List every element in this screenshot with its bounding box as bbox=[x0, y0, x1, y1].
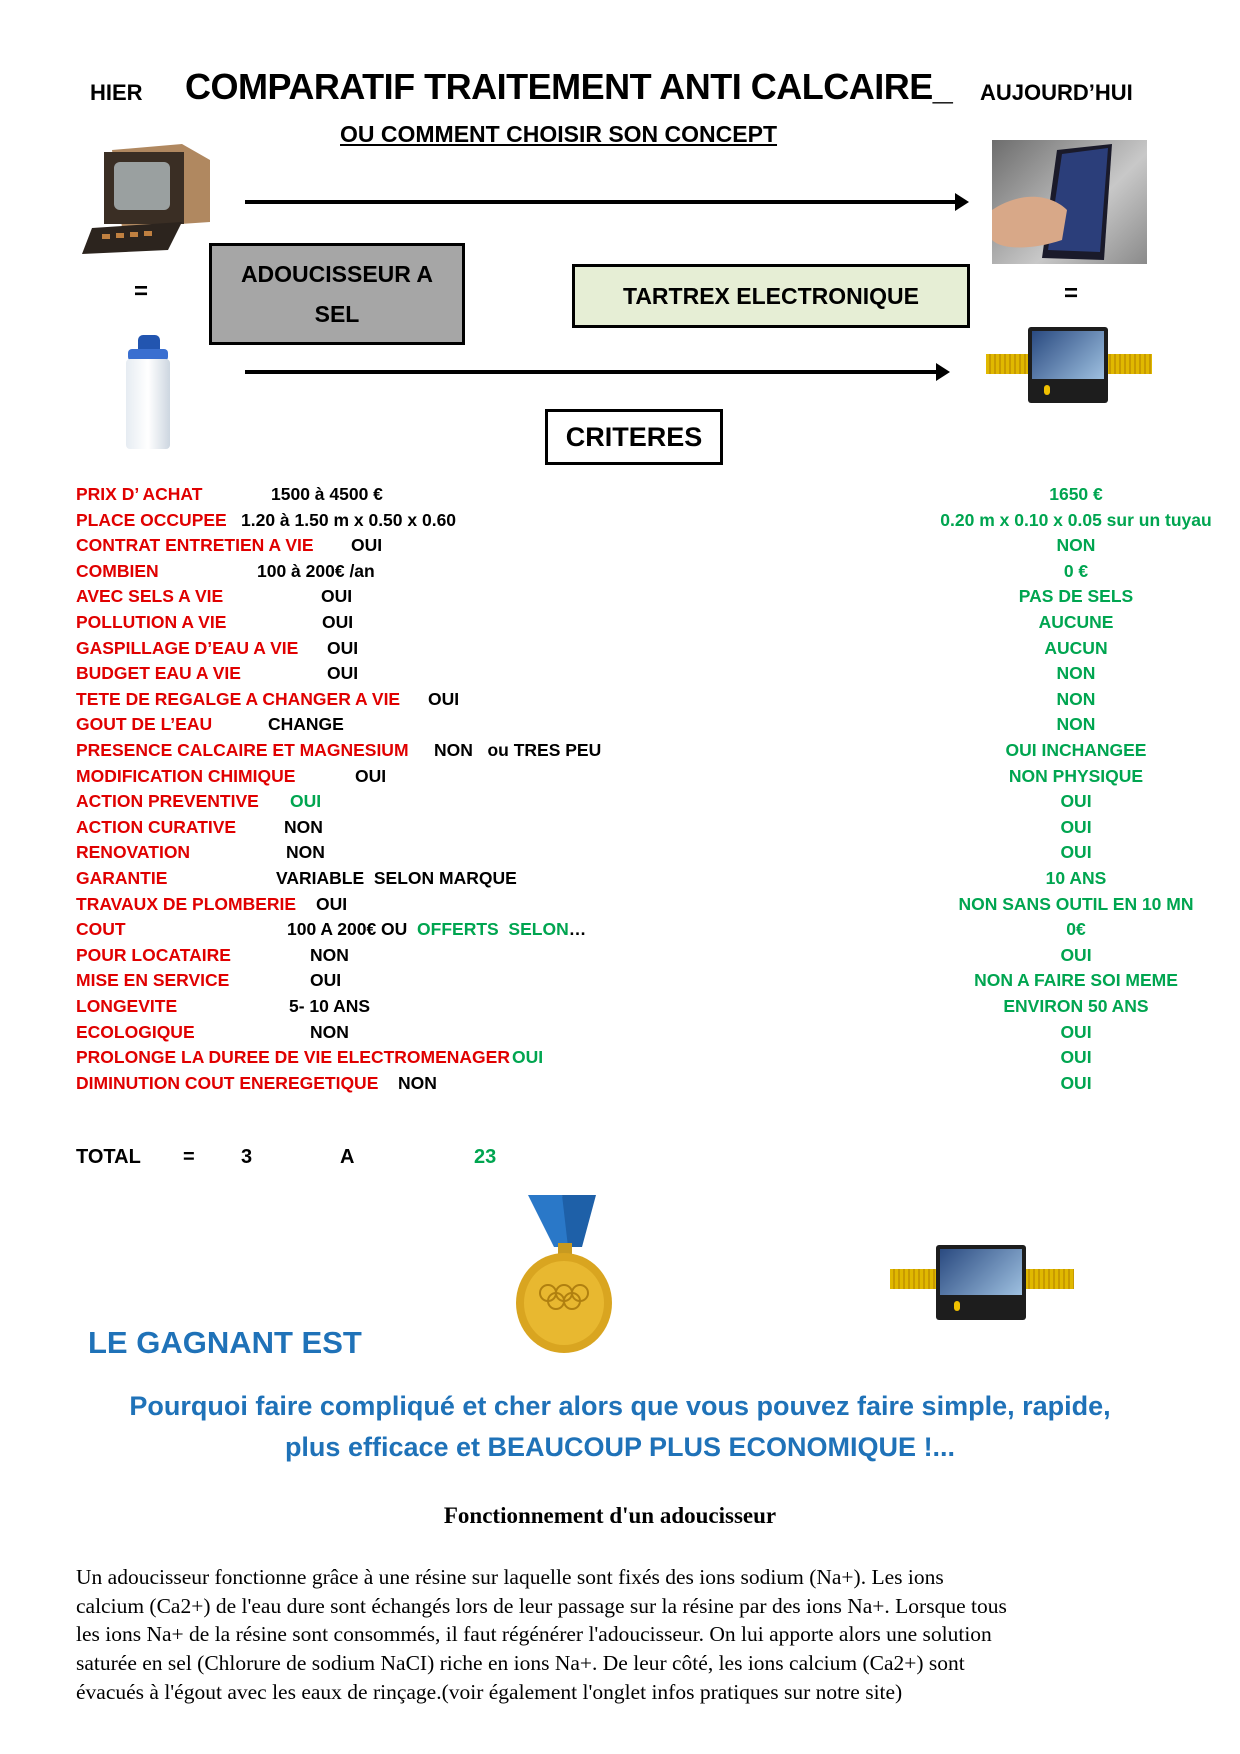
explanation-line: saturée en sel (Chlorure de sodium NaCI) riche en ions Na+. De leur côté, les ions calcium (Ca2+) sont bbox=[76, 1651, 965, 1676]
softener-value bbox=[289, 996, 370, 1017]
criteria-label: BUDGET EAU A VIE bbox=[76, 663, 241, 684]
softener-value-part: VARIABLE SELON MARQUE bbox=[276, 868, 517, 888]
criteria-label: MODIFICATION CHIMIQUE bbox=[76, 765, 296, 786]
equals-left: = bbox=[134, 278, 149, 305]
equals-right: = bbox=[1064, 280, 1079, 307]
tartrex-value: OUI bbox=[1060, 1021, 1092, 1042]
winner-label: LE GAGNANT EST bbox=[88, 1325, 362, 1360]
tartrex-value: 0€ bbox=[1066, 919, 1086, 940]
softener-value bbox=[322, 612, 353, 633]
softener-value bbox=[284, 817, 323, 838]
total-separator: A bbox=[340, 1146, 355, 1168]
criteria-label: COMBIEN bbox=[76, 560, 159, 581]
softener-value-part: OUI bbox=[290, 791, 322, 812]
slogan-line-1: Pourquoi faire compliqué et cher alors que vous pouvez faire simple, rapide, bbox=[129, 1391, 1111, 1421]
softener-value-part: … bbox=[568, 919, 587, 940]
softener-value-part: NON bbox=[284, 816, 323, 837]
softener-label-line1: ADOUCISSEUR A bbox=[240, 261, 434, 287]
softener-value-part: NON ou TRES PEU bbox=[434, 740, 602, 760]
softener-value-part: NON bbox=[398, 1072, 437, 1093]
total-left-score: 3 bbox=[241, 1146, 253, 1168]
yesterday-label: HIER bbox=[90, 80, 143, 105]
tartrex-value: OUI bbox=[1060, 816, 1092, 837]
tartrex-device-image bbox=[986, 327, 1152, 403]
criteria-heading-box bbox=[545, 409, 723, 465]
page-title: COMPARATIF TRAITEMENT ANTI CALCAIRE_ bbox=[185, 66, 953, 107]
tartrex-value: OUI bbox=[1060, 1047, 1092, 1068]
softener-value-part: NON bbox=[310, 944, 349, 965]
tartrex-value: NON SANS OUTIL EN 10 MN bbox=[958, 893, 1194, 914]
tartrex-value: 0.20 m x 0.10 x 0.05 sur un tuyau bbox=[940, 509, 1212, 530]
tartrex-value: AUCUNE bbox=[1038, 612, 1114, 632]
criteria-label: MISE EN SERVICE bbox=[76, 970, 230, 991]
explanation-paragraph bbox=[76, 1563, 1007, 1707]
criteria-label: POUR LOCATAIRE bbox=[76, 944, 231, 965]
arrow-old-to-new-top bbox=[245, 200, 957, 204]
tartrex-value: OUI bbox=[1060, 944, 1092, 965]
criteria-label: POLLUTION A VIE bbox=[76, 612, 227, 632]
softener-value bbox=[428, 689, 459, 710]
softener-value-part: NON bbox=[286, 842, 325, 863]
softener-value bbox=[286, 842, 325, 863]
softener-value bbox=[434, 740, 601, 761]
softener-value bbox=[310, 945, 349, 966]
explanation-line: calcium (Ca2+) de l'eau dure sont échangés lors de leur passage sur la résine par des ions Na+. Lorsque tous bbox=[76, 1593, 1007, 1618]
criteria-label: ACTION CURATIVE bbox=[76, 816, 237, 837]
criteria-label: AVEC SELS A VIE bbox=[76, 586, 224, 607]
criteria-label: TRAVAUX DE PLOMBERIE bbox=[76, 893, 297, 914]
criteria-label: DIMINUTION COUT ENEREGETIQUE bbox=[76, 1072, 379, 1093]
softener-value-part: 100 à 200€ /an bbox=[257, 560, 375, 581]
total-equals: = bbox=[183, 1146, 195, 1168]
softener-value bbox=[351, 535, 382, 556]
criteria-label: GASPILLAGE D’EAU A VIE bbox=[76, 637, 299, 658]
softener-value-part: 100 A 200€ OU bbox=[287, 919, 418, 940]
criteria-heading: CRITERES bbox=[565, 422, 703, 452]
softener-value bbox=[271, 484, 383, 505]
water-softener-image bbox=[124, 335, 172, 450]
softener-value-part: OUI bbox=[327, 663, 359, 684]
softener-value bbox=[268, 714, 344, 735]
softener-value-part: OUI bbox=[512, 1047, 544, 1068]
explanation-line: les ions Na+ de la résine sont consommés, il faut régénérer l'adoucisseur. On lui apporte alors une solution bbox=[76, 1622, 992, 1647]
arrow-old-to-new-bottom bbox=[245, 370, 938, 374]
softener-value-part: NON bbox=[310, 1021, 349, 1042]
gold-medal-image bbox=[512, 1195, 616, 1353]
tartrex-value: ENVIRON 50 ANS bbox=[1003, 996, 1149, 1016]
tartrex-value: OUI bbox=[1060, 842, 1092, 863]
tartrex-value: NON bbox=[1056, 535, 1096, 556]
tartrex-value: OUI bbox=[1060, 1072, 1092, 1093]
softener-value-part: OUI bbox=[316, 893, 348, 914]
softener-value-part: OUI bbox=[322, 612, 354, 632]
softener-value-part: OUI bbox=[321, 586, 353, 607]
tartrex-value: 10 ANS bbox=[1045, 868, 1107, 888]
tartrex-value: NON bbox=[1056, 714, 1096, 735]
tartrex-value: PAS DE SELS bbox=[1018, 586, 1134, 607]
criteria-label: COUT bbox=[76, 919, 126, 940]
softener-value bbox=[310, 970, 341, 991]
softener-value bbox=[290, 791, 321, 812]
tartrex-value: NON bbox=[1056, 688, 1096, 709]
softener-box bbox=[209, 243, 465, 345]
softener-value-part: 1.20 à 1.50 m x 0.50 x 0.60 bbox=[241, 509, 457, 530]
explanation-heading: Fonctionnement d'un adoucisseur bbox=[443, 1503, 777, 1528]
softener-value-part: OUI bbox=[351, 535, 383, 556]
tartrex-value: NON A FAIRE SOI MEME bbox=[974, 970, 1178, 991]
tartrex-label: TARTREX ELECTRONIQUE bbox=[622, 283, 920, 309]
criteria-label: GARANTIE bbox=[76, 868, 168, 888]
tartrex-box bbox=[572, 264, 970, 328]
explanation-line: Un adoucisseur fonctionne grâce à une résine sur laquelle sont fixés des ions sodium (Na+). Les ions bbox=[76, 1565, 944, 1589]
total-label: TOTAL bbox=[76, 1146, 141, 1168]
softener-value-part: 1500 à 4500 € bbox=[271, 484, 383, 504]
softener-value bbox=[327, 663, 358, 684]
tartrex-value: NON PHYSIQUE bbox=[1008, 765, 1144, 786]
softener-value-part: OUI bbox=[355, 765, 387, 786]
criteria-label: RENOVATION bbox=[76, 842, 191, 863]
criteria-label: CONTRAT ENTRETIEN A VIE bbox=[76, 535, 314, 556]
criteria-label: PROLONGE LA DUREE DE VIE ELECTROMENAGER bbox=[76, 1047, 510, 1068]
softener-value bbox=[321, 586, 352, 607]
softener-value bbox=[398, 1073, 437, 1094]
tartrex-value: AUCUN bbox=[1044, 637, 1108, 658]
criteria-label: TETE DE REGALGE A CHANGER A VIE bbox=[76, 688, 401, 709]
tartrex-value: 0 € bbox=[1063, 560, 1089, 581]
softener-value-part: OUI bbox=[310, 970, 342, 991]
softener-value bbox=[257, 561, 375, 582]
softener-value bbox=[355, 766, 386, 787]
tartrex-value: OUI bbox=[1060, 791, 1092, 812]
softener-value-part: OUI bbox=[428, 688, 460, 709]
criteria-label: PRIX D’ ACHAT bbox=[76, 484, 203, 504]
explanation-line: évacués à l'égout avec les eaux de rinçage.(voir également l'onglet infos pratiques sur notre site) bbox=[76, 1679, 903, 1704]
old-computer-image bbox=[82, 142, 214, 257]
softener-value-part: CHANGE bbox=[268, 714, 344, 735]
tartrex-value: NON bbox=[1056, 663, 1096, 684]
criteria-label: ECOLOGIQUE bbox=[76, 1021, 195, 1042]
softener-value bbox=[276, 868, 517, 889]
tartrex-device-winner-image bbox=[890, 1245, 1074, 1320]
slogan-line-2: plus efficace et BEAUCOUP PLUS ECONOMIQUE !... bbox=[284, 1432, 956, 1462]
softener-value bbox=[287, 919, 586, 940]
softener-label-line2: SEL bbox=[314, 301, 360, 327]
softener-value bbox=[512, 1047, 543, 1068]
criteria-label: ACTION PREVENTIVE bbox=[76, 791, 259, 812]
softener-value bbox=[241, 510, 456, 531]
tartrex-value: OUI INCHANGEE bbox=[1005, 740, 1147, 760]
softener-value bbox=[327, 638, 358, 659]
today-label: AUJOURD’HUI bbox=[980, 80, 1133, 105]
criteria-label: PRESENCE CALCAIRE ET MAGNESIUM bbox=[76, 740, 409, 760]
softener-value-part: 5- 10 ANS bbox=[289, 996, 371, 1016]
softener-value bbox=[316, 894, 347, 915]
smartphone-image bbox=[992, 140, 1147, 264]
page-subtitle: OU COMMENT CHOISIR SON CONCEPT bbox=[340, 121, 778, 147]
tartrex-value: 1650 € bbox=[1049, 484, 1103, 504]
softener-value-part: OFFERTS SELON bbox=[417, 919, 569, 940]
softener-value-part: OUI bbox=[327, 637, 359, 658]
criteria-label: PLACE OCCUPEE bbox=[76, 509, 227, 530]
total-right-score: 23 bbox=[474, 1146, 497, 1168]
softener-value bbox=[310, 1022, 349, 1043]
criteria-label: GOUT DE L’EAU bbox=[76, 714, 213, 735]
criteria-label: LONGEVITE bbox=[76, 996, 178, 1016]
